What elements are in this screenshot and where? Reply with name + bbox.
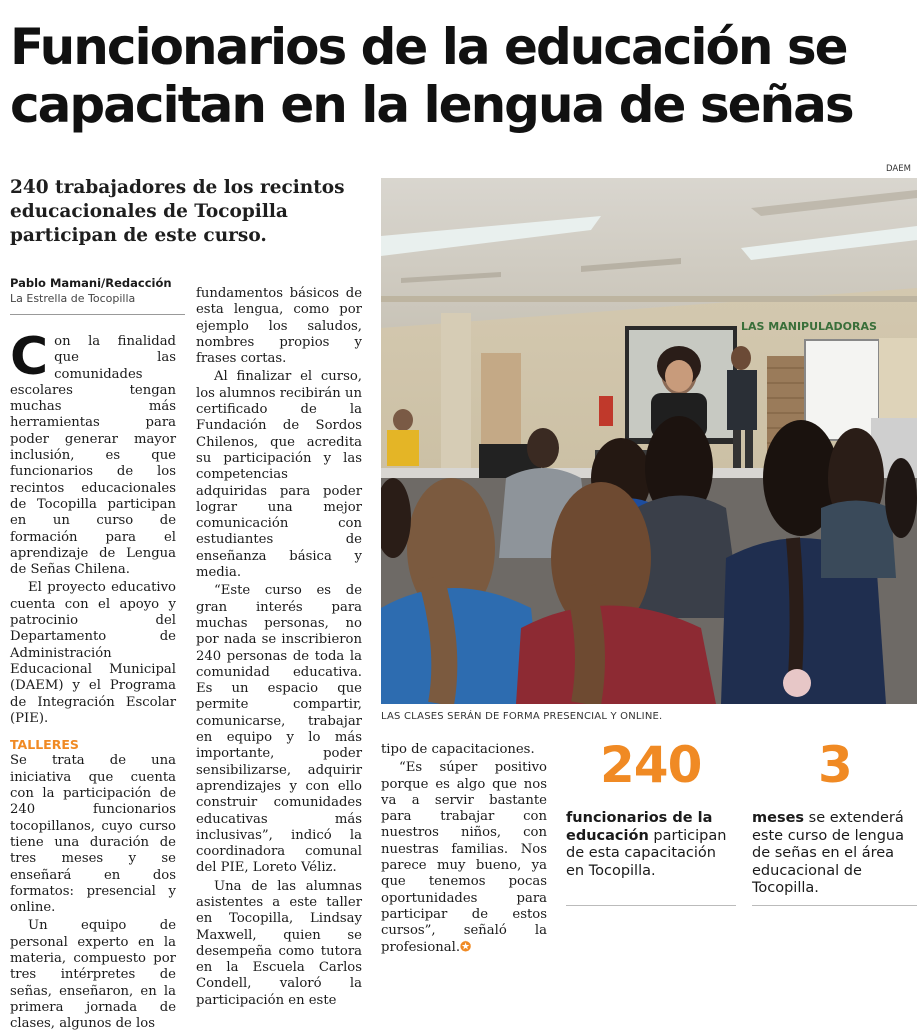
byline [10, 276, 185, 305]
article-column-2 [196, 286, 362, 1009]
paragraph-2: El proyecto educativo cuenta con el apoyo y patrocinio del Departamento de Administración Educacional Municipal (DAEM) y el Programa de Integración Escolar (PIE). [10, 580, 176, 726]
stat-divider [566, 905, 736, 906]
paragraph-10 [381, 760, 547, 956]
stat-description [566, 810, 736, 880]
article-column-3 [381, 742, 547, 956]
end-mark-icon: ✪ [460, 939, 472, 955]
photo-credit: DAEM [886, 164, 911, 174]
stat-description-bold: funcionarios de la educación [566, 810, 713, 844]
byline-publication: La Estrella de Tocopilla [10, 292, 136, 305]
paragraph-10-text: “Es súper positivo porque es algo que nos va a servir bastante para trabajar con nuestros niños, con nuestras familias. Nos parece muy bueno, ya que tenemos pocas oportunidades para participar de estos cursos”, señaló la profesional. [381, 760, 547, 955]
stat-description [752, 810, 917, 898]
paragraph-1-text: on la finalidad que las comunidades escolares tengan muchas más herramientas para poder generar mayor inclusión, es que funcionarios de los recintos educacionales de Tocopilla participan en un curso de formación para el aprendizaje de Lengua de Señas Chilena. [10, 334, 176, 578]
photo-caption: LAS CLASES SERÁN DE FORMA PRESENCIAL Y ONLINE. [381, 711, 663, 722]
stat-description-rest: se extenderá este curso de lengua de señas en el área educacional de Tocopilla. [752, 810, 905, 896]
classroom-photo [381, 178, 917, 704]
stat-description-bold: meses [752, 810, 805, 826]
drop-cap: C [10, 327, 49, 387]
paragraph-9: tipo de capacitaciones. [381, 742, 535, 757]
paragraph-8: Una de las alumnas asistentes a este taller en Tocopilla, Lindsay Maxwell, quien se desempeña como tutora en la Escuela Carlos Condell, valoró la participación en este [196, 878, 362, 1008]
stat-box-meses [752, 738, 917, 898]
stat-number: 3 [818, 736, 852, 794]
paragraph-6: Al finalizar el curso, los alumnos recibirán un certificado de la Fundación de Sordos Chilenos, que acredita su participación y las competencias adquiridas para poder lograr una mejor comunicación con estudiantes de enseñanza básica y media. [196, 369, 362, 581]
byline-author: Pablo Mamani/Redacción [10, 276, 172, 290]
headline: Funcionarios de la educación se capacitan en la lengua de señas [10, 18, 853, 134]
section-heading-talleres: TALLERES [10, 737, 79, 753]
stat-box-funcionarios [566, 738, 736, 880]
wall-banner-text: LAS MANIPULADORAS [741, 320, 877, 333]
paragraph-5: fundamentos básicos de esta lengua, como por ejemplo los saludos, nombres propios y frases cortas. [196, 286, 362, 367]
stat-description-rest: participan de esta capacitación en Tocopilla. [566, 827, 727, 879]
article-column-1 [10, 327, 176, 1032]
paragraph-7: “Este curso es de gran interés para muchas personas, no por nada se inscribieron 240 personas de toda la comunidad educativa. Es un espacio que permite compartir, comunicarse, trabajar en equipo y lo más importante, poder sensibilizarse, adquirir aprendizajes y con ello construir comunidades educativas más inclusivas”, indicó la coordinadora comunal del PIE, Loreto Véliz. [196, 583, 362, 876]
stat-number: 240 [600, 736, 702, 794]
subheadline: 240 trabajadores de los recintos educacionales de Tocopilla participan de este curso. [10, 177, 345, 246]
paragraph-4: Un equipo de personal experto en la materia, compuesto por tres intérpretes de señas, enseñaron, en la primera jornada de clases, algunos de los [10, 918, 176, 1032]
byline-divider [10, 314, 185, 315]
stat-divider [752, 905, 917, 906]
paragraph-3: Se trata de una iniciativa que cuenta con la participación de 240 funcionarios tocopillanos, cuyo curso tiene una duración de tres meses y se enseñará en dos formatos: presencial y online. [10, 753, 176, 916]
paragraph-1 [10, 327, 176, 578]
